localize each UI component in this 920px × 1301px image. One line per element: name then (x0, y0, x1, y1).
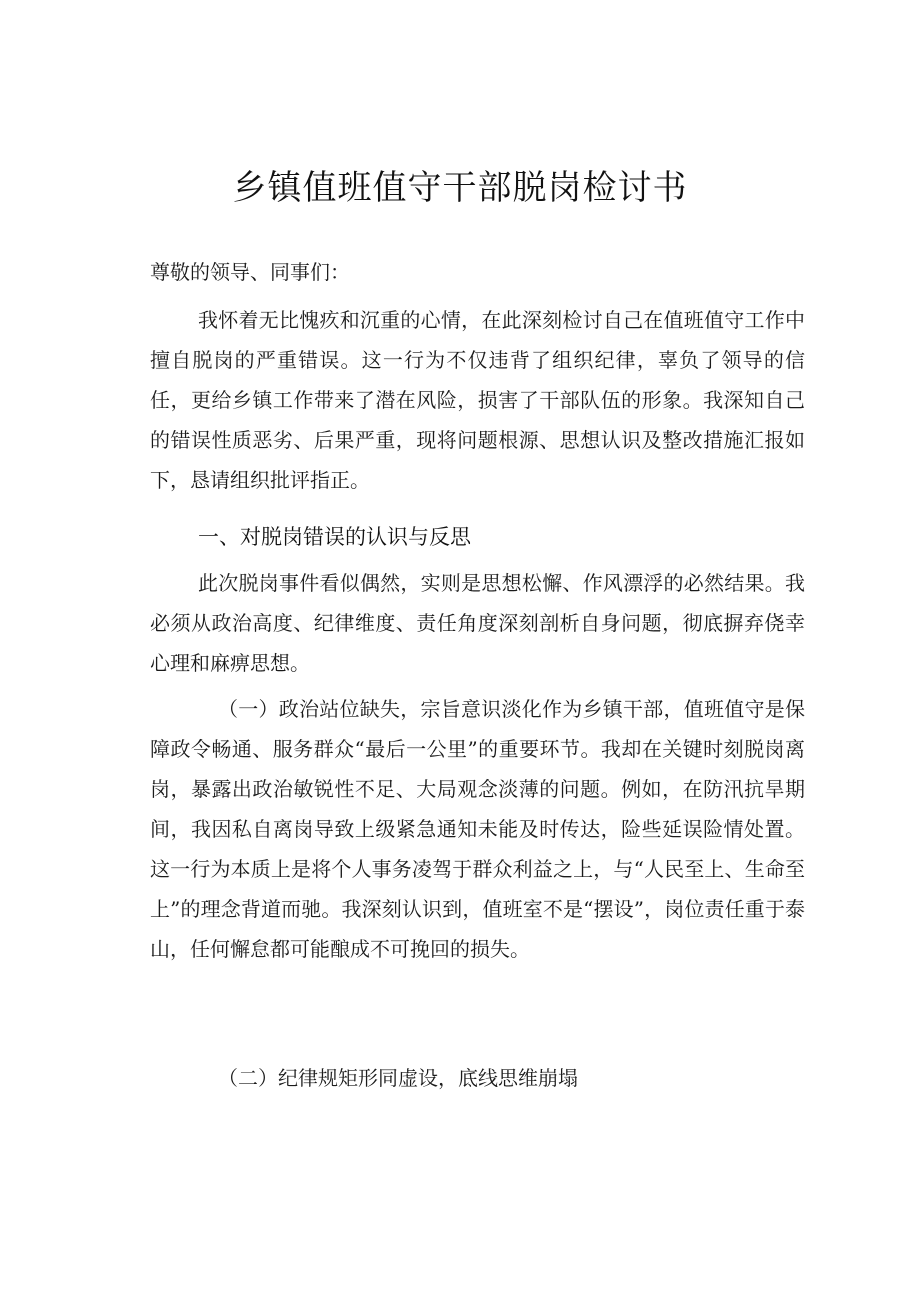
section-heading-1: 一、对脱岗错误的认识与反思 (198, 525, 471, 549)
paragraph-intro: 我怀着无比愧疚和沉重的心情，在此深刻检讨自己在值班值守工作中擅自脱岗的严重错误。这一行为不仅违背了组织纪律，辜负了领导的信任，更给乡镇工作带来了潜在风险，损害了干部队伍的形象。我深知自己的错误性质恶劣、后果严重，现将问题根源、思想认识及整改措施汇报如下，恳请组织批评指正。 (150, 308, 805, 492)
paragraph-reflection: 此次脱岗事件看似偶然，实则是思想松懈、作风漂浮的必然结果。我必须从政治高度、纪律维度、责任角度深刻剖析自身问题，彻底摒弃侥幸心理和麻痹思想。 (150, 571, 805, 675)
salutation: 尊敬的领导、同事们： (150, 260, 350, 284)
subsection-heading-2: （二）纪律规矩形同虚设，底线思维崩塌 (218, 1066, 578, 1090)
paragraph-subsection-1: （一）政治站位缺失，宗旨意识淡化作为乡镇干部，值班值守是保障政令畅通、服务群众“最后一公里”的重要环节。我却在关键时刻脱岗离岗，暴露出政治敏锐性不足、大局观念淡薄的问题。例如，在防汛抗旱期间，我因私自离岗导致上级紧急通知未能及时传达，险些延误险情处置。这一行为本质上是将个人事务凌驾于群众利益之上，与“人民至上、生命至上”的理念背道而驰。我深刻认识到，值班室不是“摆设”，岗位责任重于泰山，任何懈怠都可能酿成不可挽回的损失。 (150, 697, 805, 961)
document-title: 乡镇值班值守干部脱岗检讨书 (232, 168, 688, 208)
